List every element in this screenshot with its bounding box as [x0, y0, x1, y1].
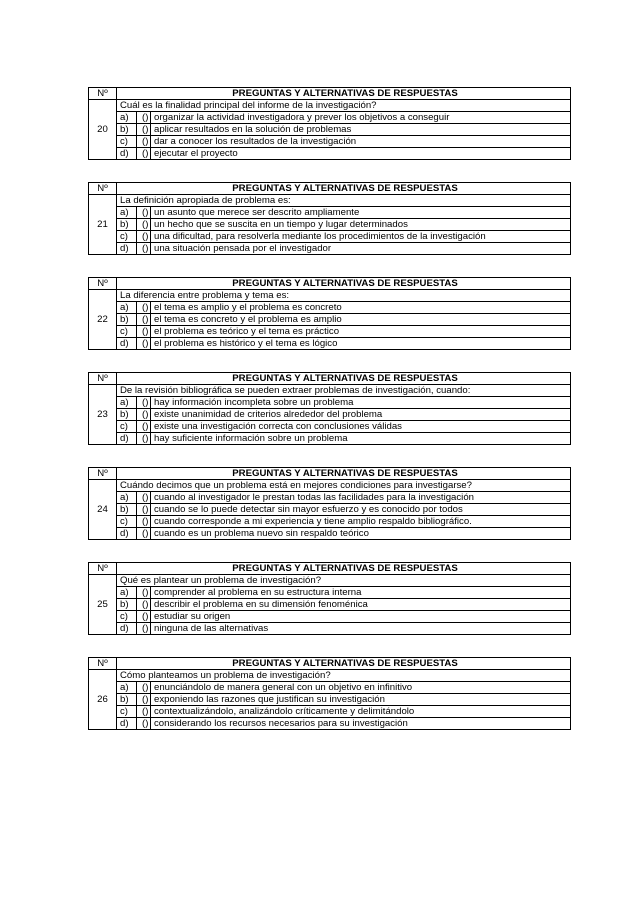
questionnaire	[88, 87, 570, 752]
paren-open: (	[142, 516, 146, 527]
option-row	[89, 516, 571, 528]
option-letter: b)	[117, 694, 137, 706]
paren-close: )	[145, 694, 149, 705]
question-row	[89, 100, 571, 112]
option-text: un asunto que merece ser descrito ampliamente	[151, 207, 571, 219]
option-text: organizar la actividad investigadora y prever los objetivos a conseguir	[151, 112, 571, 124]
answer-parentheses	[137, 397, 150, 408]
paren-open: (	[142, 148, 146, 159]
paren-close: )	[145, 124, 149, 135]
paren-close: )	[145, 421, 149, 432]
option-row	[89, 706, 571, 718]
paren-open: (	[142, 314, 146, 325]
question-number: 26	[89, 670, 117, 730]
answer-box	[137, 136, 151, 148]
option-letter: c)	[117, 421, 137, 433]
option-row	[89, 112, 571, 124]
questions-header: PREGUNTAS Y ALTERNATIVAS DE RESPUESTAS	[117, 183, 571, 195]
paren-open: (	[142, 528, 146, 539]
answer-parentheses	[137, 706, 150, 717]
option-letter: a)	[117, 682, 137, 694]
paren-open: (	[142, 587, 146, 598]
answer-box	[137, 623, 151, 635]
paren-close: )	[145, 611, 149, 622]
answer-parentheses	[137, 326, 150, 337]
option-text: exponiendo las razones que justifican su investigación	[151, 694, 571, 706]
paren-close: )	[145, 338, 149, 349]
answer-parentheses	[137, 694, 150, 705]
paren-open: (	[142, 409, 146, 420]
paren-open: (	[142, 112, 146, 123]
option-letter: d)	[117, 243, 137, 255]
answer-box	[137, 421, 151, 433]
option-letter: a)	[117, 492, 137, 504]
answer-parentheses	[137, 148, 150, 159]
answer-box	[137, 219, 151, 231]
option-row	[89, 302, 571, 314]
option-letter: a)	[117, 587, 137, 599]
question-text: Qué es plantear un problema de investigación?	[117, 575, 571, 587]
paren-close: )	[145, 207, 149, 218]
answer-box	[137, 504, 151, 516]
option-row	[89, 599, 571, 611]
answer-box	[137, 718, 151, 730]
paren-open: (	[142, 433, 146, 444]
question-row	[89, 290, 571, 302]
option-text: cuando se lo puede detectar sin mayor esfuerzo y es conocido por todos	[151, 504, 571, 516]
question-text: De la revisión bibliográfica se pueden extraer problemas de investigación, cuando:	[117, 385, 571, 397]
option-row	[89, 504, 571, 516]
answer-box	[137, 326, 151, 338]
answer-parentheses	[137, 338, 150, 349]
question-text: La diferencia entre problema y tema es:	[117, 290, 571, 302]
option-letter: d)	[117, 718, 137, 730]
answer-parentheses	[137, 611, 150, 622]
paren-close: )	[145, 302, 149, 313]
paren-open: (	[142, 623, 146, 634]
option-text: cuando al investigador le prestan todas las facilidades para la investigación	[151, 492, 571, 504]
option-row	[89, 338, 571, 350]
paren-close: )	[145, 397, 149, 408]
question-number: 23	[89, 385, 117, 445]
answer-box	[137, 599, 151, 611]
option-row	[89, 219, 571, 231]
paren-close: )	[145, 682, 149, 693]
question-row	[89, 385, 571, 397]
option-letter: a)	[117, 397, 137, 409]
answer-box	[137, 528, 151, 540]
paren-close: )	[145, 706, 149, 717]
option-letter: b)	[117, 219, 137, 231]
question-row	[89, 670, 571, 682]
option-text: el problema es teórico y el tema es práctico	[151, 326, 571, 338]
option-text: hay suficiente información sobre un problema	[151, 433, 571, 445]
option-text: describir el problema en su dimensión fenoménica	[151, 599, 571, 611]
option-text: el problema es histórico y el tema es lógico	[151, 338, 571, 350]
option-letter: b)	[117, 409, 137, 421]
answer-box	[137, 112, 151, 124]
question-text: La definición apropiada de problema es:	[117, 195, 571, 207]
option-letter: b)	[117, 314, 137, 326]
paren-open: (	[142, 421, 146, 432]
paren-open: (	[142, 219, 146, 230]
paren-open: (	[142, 706, 146, 717]
number-header: Nº	[89, 658, 117, 670]
question-row	[89, 195, 571, 207]
questions-header: PREGUNTAS Y ALTERNATIVAS DE RESPUESTAS	[117, 563, 571, 575]
question-table	[88, 182, 571, 255]
option-letter: c)	[117, 231, 137, 243]
answer-parentheses	[137, 682, 150, 693]
option-row	[89, 528, 571, 540]
option-row	[89, 718, 571, 730]
option-letter: b)	[117, 124, 137, 136]
option-row	[89, 314, 571, 326]
answer-box	[137, 124, 151, 136]
answer-parentheses	[137, 516, 150, 527]
option-row	[89, 136, 571, 148]
answer-parentheses	[137, 718, 150, 729]
option-letter: d)	[117, 433, 137, 445]
paren-open: (	[142, 682, 146, 693]
question-number: 21	[89, 195, 117, 255]
option-letter: d)	[117, 623, 137, 635]
answer-box	[137, 611, 151, 623]
paren-open: (	[142, 694, 146, 705]
answer-box	[137, 516, 151, 528]
option-letter: c)	[117, 136, 137, 148]
option-letter: c)	[117, 326, 137, 338]
option-row	[89, 148, 571, 160]
paren-close: )	[145, 326, 149, 337]
header-row	[89, 278, 571, 290]
option-row	[89, 397, 571, 409]
option-text: el tema es amplio y el problema es concreto	[151, 302, 571, 314]
option-row	[89, 421, 571, 433]
option-letter: b)	[117, 599, 137, 611]
answer-box	[137, 314, 151, 326]
number-header: Nº	[89, 468, 117, 480]
option-row	[89, 492, 571, 504]
question-text: Cuándo decimos que un problema está en mejores condiciones para investigarse?	[117, 480, 571, 492]
answer-box	[137, 231, 151, 243]
header-row	[89, 88, 571, 100]
option-row	[89, 231, 571, 243]
answer-box	[137, 397, 151, 409]
answer-box	[137, 338, 151, 350]
option-text: existe una investigación correcta con conclusiones válidas	[151, 421, 571, 433]
option-letter: c)	[117, 706, 137, 718]
question-row	[89, 575, 571, 587]
answer-parentheses	[137, 587, 150, 598]
answer-box	[137, 207, 151, 219]
answer-box	[137, 148, 151, 160]
option-letter: a)	[117, 302, 137, 314]
answer-parentheses	[137, 124, 150, 135]
number-header: Nº	[89, 183, 117, 195]
answer-parentheses	[137, 314, 150, 325]
header-row	[89, 468, 571, 480]
paren-open: (	[142, 124, 146, 135]
question-table	[88, 467, 571, 540]
answer-box	[137, 706, 151, 718]
option-text: comprender al problema en su estructura interna	[151, 587, 571, 599]
questions-header: PREGUNTAS Y ALTERNATIVAS DE RESPUESTAS	[117, 658, 571, 670]
option-text: cuando corresponde a mi experiencia y tiene amplio respaldo bibliográfico.	[151, 516, 571, 528]
answer-box	[137, 492, 151, 504]
option-row	[89, 243, 571, 255]
option-text: dar a conocer los resultados de la investigación	[151, 136, 571, 148]
paren-close: )	[145, 243, 149, 254]
answer-box	[137, 694, 151, 706]
option-letter: a)	[117, 112, 137, 124]
questions-header: PREGUNTAS Y ALTERNATIVAS DE RESPUESTAS	[117, 278, 571, 290]
answer-parentheses	[137, 243, 150, 254]
option-letter: a)	[117, 207, 137, 219]
answer-parentheses	[137, 504, 150, 515]
answer-parentheses	[137, 112, 150, 123]
question-row	[89, 480, 571, 492]
paren-open: (	[142, 326, 146, 337]
paren-open: (	[142, 504, 146, 515]
option-row	[89, 409, 571, 421]
answer-box	[137, 682, 151, 694]
answer-box	[137, 243, 151, 255]
option-row	[89, 433, 571, 445]
header-row	[89, 658, 571, 670]
answer-parentheses	[137, 207, 150, 218]
paren-open: (	[142, 718, 146, 729]
paren-close: )	[145, 599, 149, 610]
paren-open: (	[142, 136, 146, 147]
header-row	[89, 563, 571, 575]
answer-parentheses	[137, 409, 150, 420]
paren-open: (	[142, 338, 146, 349]
option-text: el tema es concreto y el problema es amplio	[151, 314, 571, 326]
number-header: Nº	[89, 88, 117, 100]
question-number: 20	[89, 100, 117, 160]
answer-box	[137, 409, 151, 421]
option-text: un hecho que se suscita en un tiempo y lugar determinados	[151, 219, 571, 231]
option-text: existe unanimidad de criterios alrededor del problema	[151, 409, 571, 421]
option-text: ninguna de las alternativas	[151, 623, 571, 635]
option-text: cuando es un problema nuevo sin respaldo teórico	[151, 528, 571, 540]
paren-close: )	[145, 112, 149, 123]
paren-open: (	[142, 302, 146, 313]
paren-close: )	[145, 516, 149, 527]
answer-parentheses	[137, 302, 150, 313]
option-row	[89, 326, 571, 338]
answer-box	[137, 433, 151, 445]
option-row	[89, 623, 571, 635]
answer-box	[137, 302, 151, 314]
question-table	[88, 87, 571, 160]
paren-close: )	[145, 409, 149, 420]
paren-close: )	[145, 219, 149, 230]
questions-header: PREGUNTAS Y ALTERNATIVAS DE RESPUESTAS	[117, 88, 571, 100]
option-text: enunciándolo de manera general con un objetivo en infinitivo	[151, 682, 571, 694]
answer-parentheses	[137, 492, 150, 503]
option-letter: c)	[117, 516, 137, 528]
option-row	[89, 207, 571, 219]
option-letter: d)	[117, 338, 137, 350]
questions-header: PREGUNTAS Y ALTERNATIVAS DE RESPUESTAS	[117, 468, 571, 480]
number-header: Nº	[89, 278, 117, 290]
question-text: Cómo planteamos un problema de investigación?	[117, 670, 571, 682]
option-text: hay información incompleta sobre un problema	[151, 397, 571, 409]
option-row	[89, 124, 571, 136]
question-table	[88, 372, 571, 445]
answer-parentheses	[137, 136, 150, 147]
option-row	[89, 611, 571, 623]
option-row	[89, 682, 571, 694]
paren-close: )	[145, 231, 149, 242]
option-letter: b)	[117, 504, 137, 516]
option-text: aplicar resultados en la solución de problemas	[151, 124, 571, 136]
number-header: Nº	[89, 563, 117, 575]
paren-close: )	[145, 148, 149, 159]
option-text: considerando los recursos necesarios para su investigación	[151, 718, 571, 730]
option-text: una situación pensada por el investigador	[151, 243, 571, 255]
paren-open: (	[142, 599, 146, 610]
header-row	[89, 183, 571, 195]
option-row	[89, 694, 571, 706]
paren-close: )	[145, 433, 149, 444]
questions-header: PREGUNTAS Y ALTERNATIVAS DE RESPUESTAS	[117, 373, 571, 385]
paren-close: )	[145, 587, 149, 598]
question-text: Cuál es la finalidad principal del informe de la investigación?	[117, 100, 571, 112]
answer-parentheses	[137, 599, 150, 610]
paren-open: (	[142, 397, 146, 408]
answer-parentheses	[137, 623, 150, 634]
paren-open: (	[142, 207, 146, 218]
paren-open: (	[142, 243, 146, 254]
number-header: Nº	[89, 373, 117, 385]
answer-box	[137, 587, 151, 599]
option-text: contextualizándolo, analizándolo críticamente y delimitándolo	[151, 706, 571, 718]
option-letter: c)	[117, 611, 137, 623]
paren-close: )	[145, 314, 149, 325]
answer-parentheses	[137, 219, 150, 230]
answer-parentheses	[137, 528, 150, 539]
option-letter: d)	[117, 148, 137, 160]
answer-parentheses	[137, 433, 150, 444]
paren-close: )	[145, 492, 149, 503]
question-number: 25	[89, 575, 117, 635]
paren-open: (	[142, 231, 146, 242]
question-table	[88, 562, 571, 635]
question-number: 24	[89, 480, 117, 540]
question-table	[88, 657, 571, 730]
paren-close: )	[145, 528, 149, 539]
option-text: ejecutar el proyecto	[151, 148, 571, 160]
option-text: una dificultad, para resolverla mediante los procedimientos de la investigación	[151, 231, 571, 243]
option-text: estudiar su origen	[151, 611, 571, 623]
paren-close: )	[145, 623, 149, 634]
answer-parentheses	[137, 421, 150, 432]
answer-parentheses	[137, 231, 150, 242]
question-table	[88, 277, 571, 350]
paren-open: (	[142, 611, 146, 622]
paren-close: )	[145, 504, 149, 515]
paren-close: )	[145, 136, 149, 147]
option-letter: d)	[117, 528, 137, 540]
option-row	[89, 587, 571, 599]
question-number: 22	[89, 290, 117, 350]
paren-open: (	[142, 492, 146, 503]
header-row	[89, 373, 571, 385]
paren-close: )	[145, 718, 149, 729]
